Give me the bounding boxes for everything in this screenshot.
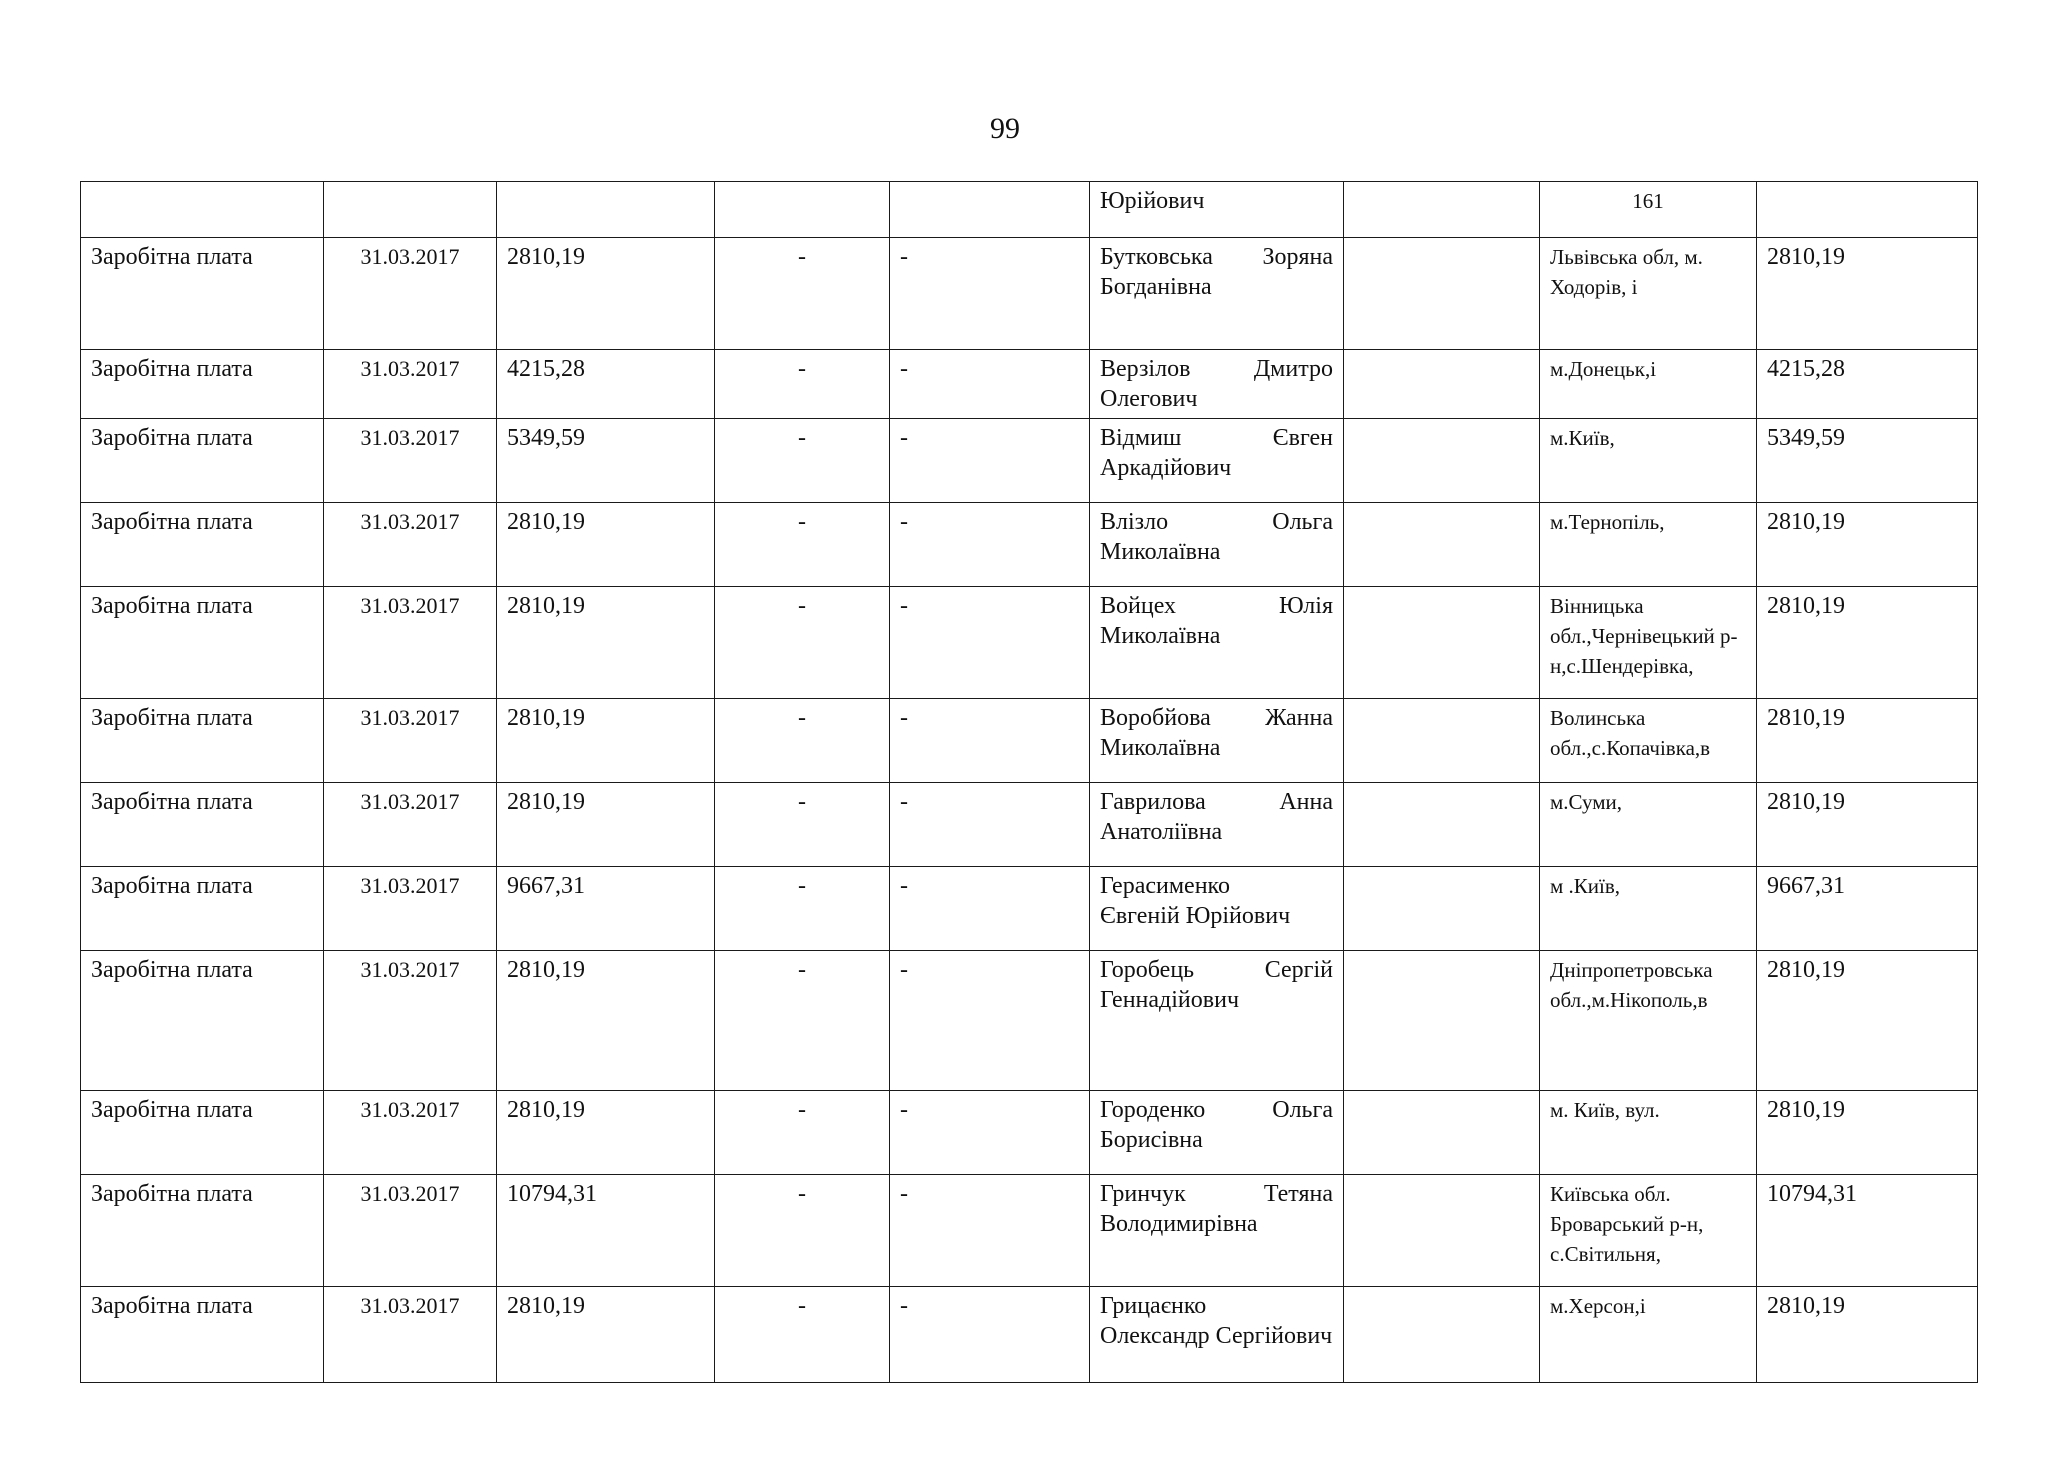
name-rest: Богданівна — [1100, 274, 1212, 300]
name-line — [1100, 242, 1333, 272]
cell-payment-type: Заробітна плата — [81, 1091, 324, 1175]
name-surname: Горобець — [1100, 957, 1195, 983]
cell-address: Львівська обл, м. Ходорів, і — [1540, 238, 1757, 350]
cell-redacted — [1344, 783, 1540, 867]
cell-payment-type: Заробітна плата — [81, 867, 324, 951]
cell-dash: - — [890, 1175, 1090, 1287]
name-line — [1100, 1179, 1333, 1209]
cell-amount: 2810,19 — [497, 951, 715, 1091]
cell-sum: 2810,19 — [1757, 783, 1978, 867]
table-row — [81, 951, 1978, 1091]
cell-payment-type: Заробітна плата — [81, 503, 324, 587]
name-rest: Миколаївна — [1100, 623, 1221, 649]
name-given: Зоряна — [1262, 244, 1333, 270]
cell-date: 31.03.2017 — [324, 1175, 497, 1287]
cell-amount: 2810,19 — [497, 503, 715, 587]
cell-dash: - — [715, 783, 890, 867]
cell-redacted — [1344, 503, 1540, 587]
name-line — [1100, 1095, 1333, 1125]
cell-dash: - — [890, 1287, 1090, 1383]
name-line — [1100, 507, 1333, 537]
table-row — [81, 1175, 1978, 1287]
name-line — [1100, 423, 1333, 453]
name-rest: Олегович — [1100, 386, 1198, 412]
cell-dash: - — [890, 951, 1090, 1091]
cell-name — [1090, 587, 1344, 699]
cell-address: Волинська обл.,с.Копачівка,в — [1540, 699, 1757, 783]
cell-amount: 2810,19 — [497, 1091, 715, 1175]
name-line — [1100, 955, 1333, 985]
cell-dash: - — [890, 587, 1090, 699]
name-line — [1100, 591, 1333, 621]
cell-address: м.Суми, — [1540, 783, 1757, 867]
cell-dash: - — [890, 867, 1090, 951]
name-given: Ольга — [1272, 1097, 1333, 1123]
cell-redacted — [1344, 1175, 1540, 1287]
cell-address: Київська обл. Броварський р-н, с.Світильня, — [1540, 1175, 1757, 1287]
cell-name — [1090, 1091, 1344, 1175]
cell-sum: 2810,19 — [1757, 1287, 1978, 1383]
cell-date: 31.03.2017 — [324, 867, 497, 951]
name-rest: Олександр Сергійович — [1100, 1323, 1333, 1349]
name-given: Дмитро — [1253, 356, 1333, 382]
table-row — [81, 867, 1978, 951]
cell-date: 31.03.2017 — [324, 699, 497, 783]
cell-name — [1090, 1287, 1344, 1383]
name-line — [1100, 354, 1333, 384]
cell-sum: 2810,19 — [1757, 1091, 1978, 1175]
cell-dash: - — [715, 238, 890, 350]
cell-date: 31.03.2017 — [324, 350, 497, 419]
cell-dash: - — [890, 350, 1090, 419]
cell-amount: 4215,28 — [497, 350, 715, 419]
cell-address: м.Тернопіль, — [1540, 503, 1757, 587]
table-row — [81, 503, 1978, 587]
cell-sum: 4215,28 — [1757, 350, 1978, 419]
name-surname: Бутковська — [1100, 244, 1213, 270]
cell-date: 31.03.2017 — [324, 238, 497, 350]
name-surname: Влізло — [1100, 509, 1169, 535]
table-row — [81, 419, 1978, 503]
cell-name — [1090, 1175, 1344, 1287]
cell-payment-type: Заробітна плата — [81, 1175, 324, 1287]
name-line — [1100, 787, 1333, 817]
cell-address: 161 — [1540, 182, 1757, 238]
name-given: Тетяна — [1263, 1181, 1333, 1207]
cell-sum: 2810,19 — [1757, 503, 1978, 587]
cell-redacted — [1344, 419, 1540, 503]
name-given: Юлія — [1278, 593, 1333, 619]
cell-dash: - — [715, 350, 890, 419]
cell-address: м. Київ, вул. — [1540, 1091, 1757, 1175]
cell-empty — [324, 182, 497, 238]
cell-date: 31.03.2017 — [324, 587, 497, 699]
table-row — [81, 699, 1978, 783]
cell-amount: 10794,31 — [497, 1175, 715, 1287]
cell-dash: - — [890, 503, 1090, 587]
cell-name — [1090, 238, 1344, 350]
cell-empty — [497, 182, 715, 238]
cell-date: 31.03.2017 — [324, 1091, 497, 1175]
name-given: Сергій — [1264, 957, 1333, 983]
cell-amount: 2810,19 — [497, 783, 715, 867]
table-row — [81, 1091, 1978, 1175]
name-rest: Геннадійович — [1100, 987, 1240, 1013]
name-surname: Грицаєнко — [1100, 1293, 1207, 1319]
cell-dash: - — [890, 699, 1090, 783]
name-surname: Гринчук — [1100, 1181, 1186, 1207]
cell-dash: - — [715, 1287, 890, 1383]
cell-dash: - — [715, 587, 890, 699]
cell-sum: 10794,31 — [1757, 1175, 1978, 1287]
cell-dash: - — [715, 1091, 890, 1175]
name-rest: Миколаївна — [1100, 735, 1221, 761]
cell-redacted — [1344, 238, 1540, 350]
cell-address: м.Херсон,і — [1540, 1287, 1757, 1383]
table-row — [81, 1287, 1978, 1383]
name-rest: Анатоліївна — [1100, 819, 1223, 845]
name-rest: Борисівна — [1100, 1127, 1203, 1153]
cell-redacted — [1344, 587, 1540, 699]
cell-amount: 2810,19 — [497, 238, 715, 350]
cell-dash: - — [715, 867, 890, 951]
page-number: 99 — [990, 112, 1020, 145]
name-surname: Воробйова — [1100, 705, 1211, 731]
cell-dash: - — [715, 699, 890, 783]
cell-dash: - — [715, 503, 890, 587]
cell-payment-type: Заробітна плата — [81, 1287, 324, 1383]
cell-redacted — [1344, 1091, 1540, 1175]
name-given: Жанна — [1265, 705, 1333, 731]
name-rest: Євгеній Юрійович — [1100, 903, 1291, 929]
cell-name — [1090, 699, 1344, 783]
cell-dash: - — [890, 238, 1090, 350]
cell-amount: 2810,19 — [497, 1287, 715, 1383]
cell-name — [1090, 951, 1344, 1091]
cell-name — [1090, 419, 1344, 503]
cell-payment-type: Заробітна плата — [81, 419, 324, 503]
cell-redacted — [1344, 182, 1540, 238]
table-row — [81, 783, 1978, 867]
cell-payment-type: Заробітна плата — [81, 699, 324, 783]
name-surname: Герасименко — [1100, 873, 1230, 899]
cell-redacted — [1344, 951, 1540, 1091]
cell-dash: - — [890, 1091, 1090, 1175]
cell-dash: - — [890, 419, 1090, 503]
name-rest: Миколаївна — [1100, 539, 1221, 565]
name-given: Євген — [1272, 425, 1333, 451]
table-row — [81, 238, 1978, 350]
cell-empty — [1757, 182, 1978, 238]
cell-dash: - — [715, 419, 890, 503]
cell-name — [1090, 783, 1344, 867]
cell-address: м .Київ, — [1540, 867, 1757, 951]
cell-name — [1090, 867, 1344, 951]
cell-payment-type: Заробітна плата — [81, 783, 324, 867]
cell-sum: 2810,19 — [1757, 238, 1978, 350]
cell-address: Дніпропетровська обл.,м.Нікополь,в — [1540, 951, 1757, 1091]
name-surname: Городенко — [1100, 1097, 1206, 1123]
name-given: Ольга — [1272, 509, 1333, 535]
name-line — [1100, 1291, 1333, 1321]
name-line — [1100, 871, 1333, 901]
table-row — [81, 350, 1978, 419]
cell-dash: - — [715, 951, 890, 1091]
name-surname: Відмиш — [1100, 425, 1182, 451]
cell-sum: 2810,19 — [1757, 699, 1978, 783]
cell-redacted — [1344, 1287, 1540, 1383]
cell-date: 31.03.2017 — [324, 503, 497, 587]
cell-sum: 5349,59 — [1757, 419, 1978, 503]
cell-empty — [715, 182, 890, 238]
cell-payment-type: Заробітна плата — [81, 350, 324, 419]
cell-dash: - — [890, 783, 1090, 867]
cell-payment-type: Заробітна плата — [81, 238, 324, 350]
cell-date: 31.03.2017 — [324, 419, 497, 503]
cell-amount: 2810,19 — [497, 587, 715, 699]
cell-redacted — [1344, 350, 1540, 419]
cell-date: 31.03.2017 — [324, 951, 497, 1091]
cell-date: 31.03.2017 — [324, 783, 497, 867]
cell-redacted — [1344, 867, 1540, 951]
cell-address: Вінницька обл.,Чернівецький р-н,с.Шендерівка, — [1540, 587, 1757, 699]
cell-empty — [890, 182, 1090, 238]
payments-table — [80, 181, 1978, 1383]
cell-amount: 5349,59 — [497, 419, 715, 503]
cell-date: 31.03.2017 — [324, 1287, 497, 1383]
name-surname: Гаврилова — [1100, 789, 1206, 815]
name-surname: Войцех — [1100, 593, 1177, 619]
cell-sum: 2810,19 — [1757, 587, 1978, 699]
name-line — [1100, 703, 1333, 733]
cell-sum: 2810,19 — [1757, 951, 1978, 1091]
header-row — [81, 182, 1978, 238]
table-row — [81, 587, 1978, 699]
cell-name — [1090, 350, 1344, 419]
name-rest: Володимирівна — [1100, 1211, 1258, 1237]
cell-name — [1090, 503, 1344, 587]
cell-name: Юрійович — [1090, 182, 1344, 238]
name-given: Анна — [1279, 789, 1333, 815]
cell-empty — [81, 182, 324, 238]
name-rest: Аркадійович — [1100, 455, 1232, 481]
cell-amount: 2810,19 — [497, 699, 715, 783]
cell-payment-type: Заробітна плата — [81, 587, 324, 699]
cell-address: м.Донецьк,і — [1540, 350, 1757, 419]
cell-payment-type: Заробітна плата — [81, 951, 324, 1091]
cell-dash: - — [715, 1175, 890, 1287]
cell-address: м.Київ, — [1540, 419, 1757, 503]
cell-sum: 9667,31 — [1757, 867, 1978, 951]
cell-redacted — [1344, 699, 1540, 783]
name-surname: Верзілов — [1100, 356, 1191, 382]
cell-amount: 9667,31 — [497, 867, 715, 951]
